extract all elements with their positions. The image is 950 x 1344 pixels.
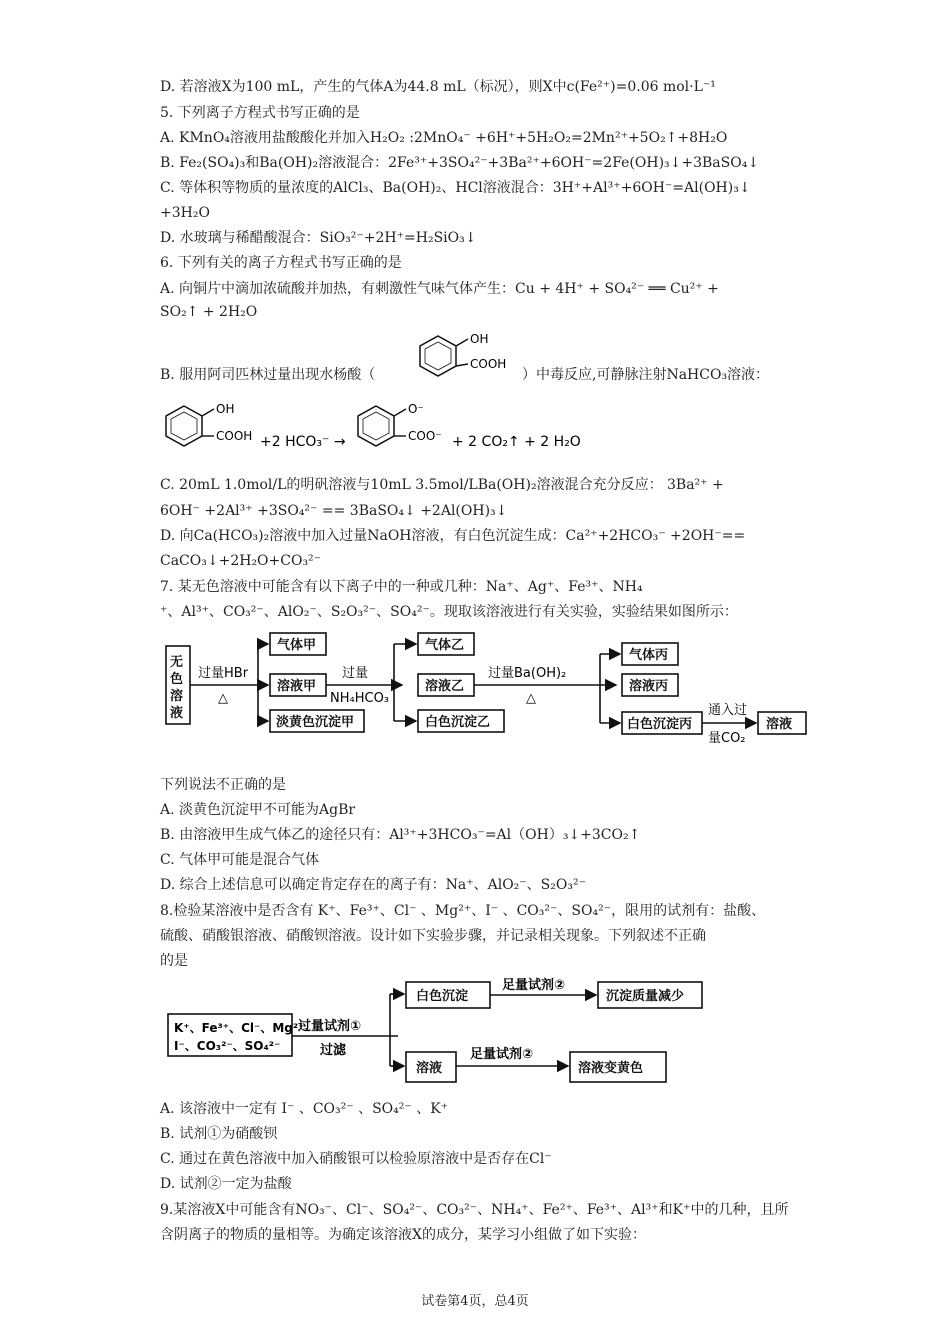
q8-option-b: B. 试剂①为硝酸钡	[160, 1126, 278, 1142]
q6-option-c: C. 20mL 1.0mol/L的明矾溶液与10mL 3.5mol/LBa(OH)₂溶液混合充分反应： 3Ba²⁺ +	[160, 477, 724, 493]
q8-ions-line2: I⁻、CO₃²⁻、SO₄²⁻	[174, 1039, 281, 1053]
start-char-3: 溶	[170, 689, 184, 704]
reagent-excess: 过量	[342, 666, 369, 681]
q7-option-b: B. 由溶液甲生成气体乙的途径只有：Al³⁺+3HCO₃⁻=Al（OH）₃↓+3CO₂↑	[160, 827, 641, 843]
q5-option-b: B. Fe₂(SO₄)₃和Ba(OH)₂溶液混合：2Fe³⁺+3SO₄²⁻+3Ba²⁺+6OH⁻=2Fe(OH)₃↓+3BaSO₄↓	[160, 155, 760, 171]
q6-stem: 6. 下列有关的离子方程式书写正确的是	[160, 255, 402, 271]
salicylic-acid-structure	[408, 328, 520, 384]
heat-1: △	[218, 691, 228, 706]
q5-stem: 5. 下列离子方程式书写正确的是	[160, 105, 360, 121]
q8-option-c: C. 通过在黄色溶液中加入硝酸银可以检验原溶液中是否存在Cl⁻	[160, 1151, 552, 1167]
gas-b: 气体乙	[425, 638, 465, 653]
salicylate-reaction	[158, 398, 628, 460]
start-char-1: 无	[170, 655, 184, 670]
q8-stem-end: 的是	[160, 953, 188, 969]
q8-option-d: D. 试剂②一定为盐酸	[160, 1176, 292, 1192]
q6-option-c-cont: 6OH⁻ +2Al³⁺ +3SO₄²⁻ == 3BaSO₄↓ +2Al(OH)₃↓	[160, 503, 508, 519]
reagent-co2-bottom: 量CO₂	[708, 731, 746, 746]
q8-reagent2b: 足量试剂②	[470, 1047, 534, 1062]
q8-result-b: 溶液变黄色	[578, 1061, 644, 1076]
reagent-co2-top: 通入过	[708, 703, 748, 718]
start-char-2: 色	[170, 672, 184, 687]
q8-option-a: A. 该溶液中一定有 I⁻ 、CO₃²⁻ 、SO₄²⁻ 、K⁺	[160, 1101, 449, 1117]
page-footer: 试卷第4页，总4页	[421, 1294, 529, 1309]
q7-option-c: C. 气体甲可能是混合气体	[160, 852, 320, 868]
q5-option-d: D. 水玻璃与稀醋酸混合：SiO₃²⁻+2H⁺=H₂SiO₃↓	[160, 230, 477, 246]
q9-stem-cont: 含阴离子的物质的量相等。为确定该溶液X的成分，某学习小组做了如下实验：	[160, 1227, 646, 1243]
q7-option-a: A. 淡黄色沉淀甲不可能为AgBr	[160, 802, 356, 818]
reagent-nh4hco3: NH₄HCO₃	[330, 691, 390, 706]
q8-white-ppt: 白色沉淀	[416, 989, 469, 1004]
ppt-a: 淡黄色沉淀甲	[276, 715, 355, 730]
solution-b: 溶液乙	[425, 679, 465, 694]
q7-stem: 7. 某无色溶液中可能含有以下离子中的一种或几种：Na⁺、Ag⁺、Fe³⁺、NH₄	[160, 579, 643, 595]
q6-option-a-cont: SO₂↑ + 2H₂O	[160, 304, 258, 320]
ppt-b: 白色沉淀乙	[425, 715, 491, 730]
final-solution: 溶液	[766, 717, 793, 732]
product-coo-label: COO⁻	[408, 429, 442, 443]
solution-a: 溶液甲	[277, 679, 317, 694]
q7-prompt: 下列说法不正确的是	[160, 777, 286, 793]
ppt-c: 白色沉淀丙	[627, 717, 693, 732]
q6-option-d: D. 向Ca(HCO₃)₂溶液中加入过量NaOH溶液，有白色沉淀生成：Ca²⁺+2HCO₃⁻ +2OH⁻==	[160, 528, 746, 544]
product-o-label: O⁻	[408, 402, 424, 416]
reactant-oh-label: OH	[216, 402, 235, 416]
reagent-baoh2: 过量Ba(OH)₂	[488, 666, 567, 681]
q6-option-b-end: ）中毒反应,可静脉注射NaHCO₃溶液：	[522, 367, 770, 383]
q8-filter: 过滤	[320, 1043, 347, 1058]
q8-ions-line1: K⁺、Fe³⁺、Cl⁻、Mg²⁺	[174, 1021, 305, 1035]
q7-option-d: D. 综合上述信息可以确定肯定存在的离子有：Na⁺、AlO₂⁻、S₂O₃²⁻	[160, 877, 586, 893]
reaction-end: + 2 CO₂↑ + 2 H₂O	[452, 434, 581, 450]
q8-result-a: 沉淀质量减少	[606, 989, 685, 1004]
gas-a: 气体甲	[277, 638, 317, 653]
q8-reagent2a: 足量试剂②	[502, 978, 566, 993]
q5-option-c-cont: +3H₂O	[160, 205, 210, 221]
reagent-hbr: 过量HBr	[198, 666, 249, 681]
q7-flowchart	[160, 628, 820, 752]
heat-3: △	[526, 691, 536, 706]
q6-option-a: A. 向铜片中滴加浓硫酸并加热，有刺激性气味气体产生：Cu + 4H⁺ + SO₄²⁻ ══ Cu²⁺ +	[160, 281, 719, 297]
reactant-cooh-label: COOH	[216, 429, 253, 443]
start-char-4: 液	[170, 706, 184, 721]
oh-label: OH	[470, 332, 489, 346]
q8-stem: 8.检验某溶液中是否含有 K⁺、Fe³⁺、Cl⁻ 、Mg²⁺、I⁻ 、CO₃²⁻、SO₄²⁻，限用的试剂有：盐酸、	[160, 903, 766, 919]
q8-solution: 溶液	[416, 1061, 443, 1076]
reaction-middle: +2 HCO₃⁻ →	[260, 434, 346, 450]
q8-stem-cont: 硫酸、硝酸银溶液、硝酸钡溶液。设计如下实验步骤，并记录相关现象。下列叙述不正确	[160, 928, 706, 944]
q5-option-a: A. KMnO₄溶液用盐酸酸化并加入H₂O₂ :2MnO₄⁻ +6H⁺+5H₂O₂=2Mn²⁺+5O₂↑+8H₂O	[160, 130, 728, 146]
q5-option-c: C. 等体积等物质的量浓度的AlCl₃、Ba(OH)₂、HCl溶液混合：3H⁺+Al³⁺+6OH⁻=Al(OH)₃↓	[160, 180, 751, 196]
cooh-label: COOH	[470, 357, 507, 371]
solution-c: 溶液丙	[629, 679, 669, 694]
gas-c: 气体丙	[629, 648, 669, 663]
q7-stem-cont: ⁺、Al³⁺、CO₃²⁻、AlO₂⁻、S₂O₃²⁻、SO₄²⁻。现取该溶液进行有关实验，实验结果如图所示：	[160, 604, 738, 620]
q6-option-d-cont: CaCO₃↓+2H₂O+CO₃²⁻	[160, 553, 322, 569]
q9-stem: 9.某溶液X中可能含有NO₃⁻、Cl⁻、SO₄²⁻、CO₃²⁻、NH₄⁺、Fe²⁺、Fe³⁺、Al³⁺和K⁺中的几种，且所	[160, 1202, 789, 1218]
q8-flowchart	[164, 970, 734, 1090]
q6-option-b-start: B. 服用阿司匹林过量出现水杨酸（	[160, 367, 376, 383]
q4-option-d: D. 若溶液X为100 mL，产生的气体A为44.8 mL（标况），则X中c(Fe²⁺)=0.06 mol·L⁻¹	[160, 79, 716, 95]
q8-reagent1: 过量试剂①	[298, 1019, 362, 1034]
